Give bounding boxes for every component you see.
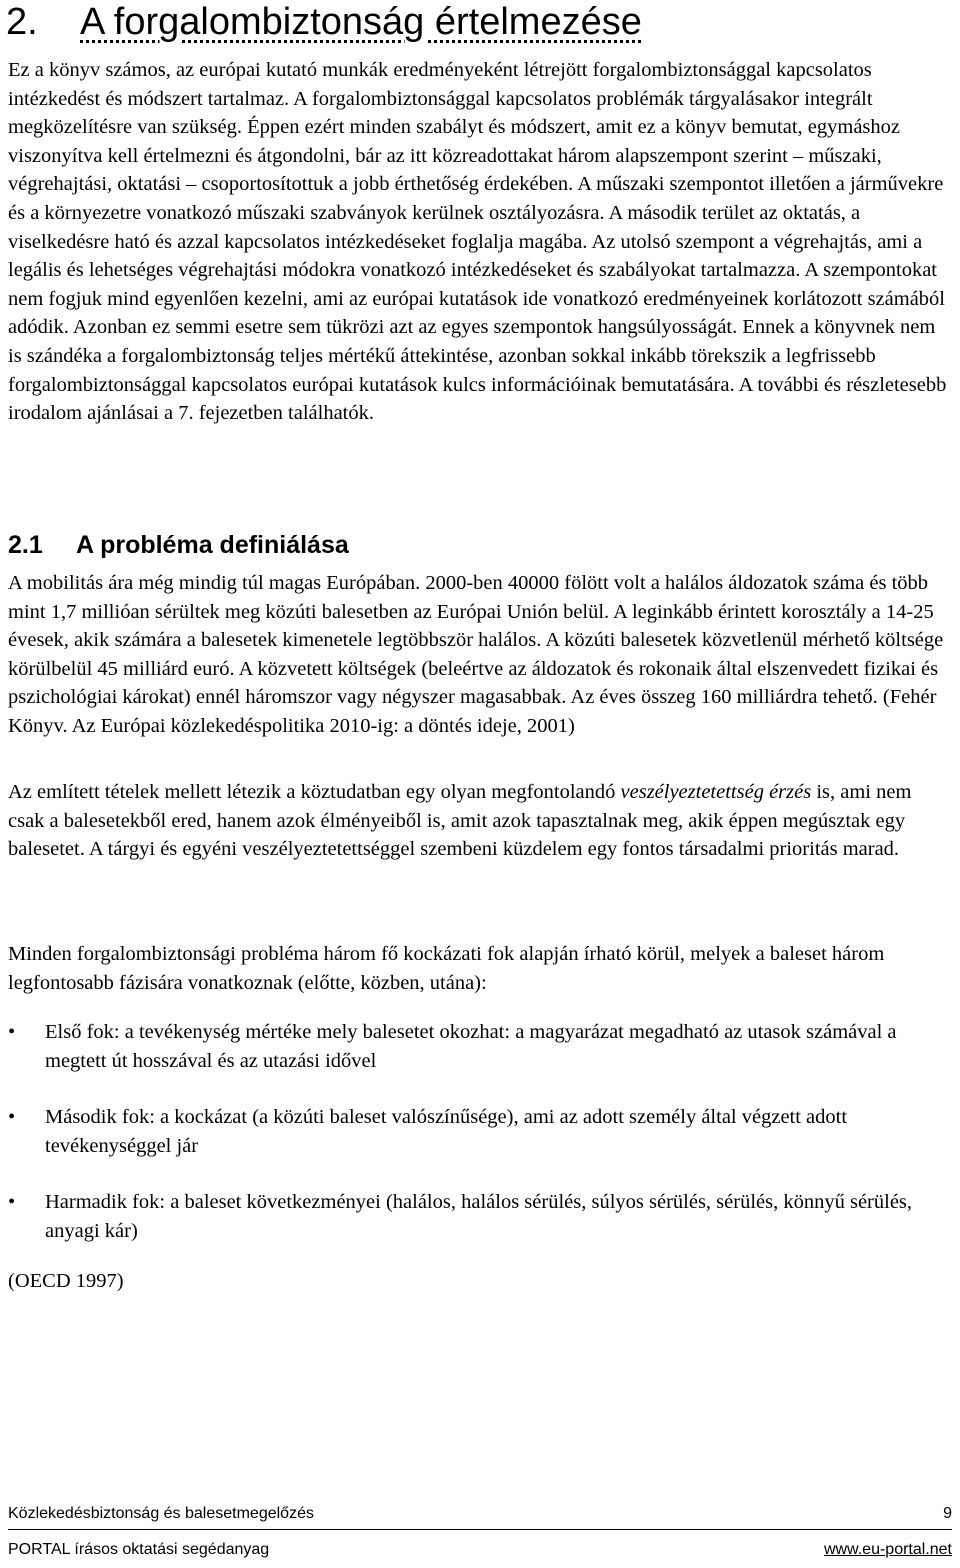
bullet-icon: • [8, 1021, 16, 1043]
section-title: A probléma definiálása [76, 531, 349, 559]
footer-document-title: Közlekedésbiztonság és balesetmegelőzés [8, 1505, 314, 1522]
risk-feeling-emphasis: veszélyeztetettség érzés [620, 781, 812, 803]
risk-levels-intro: Minden forgalombiztonsági probléma három fő kockázati fok alapján írható körül, melyek a baleset három legfontosabb fázisára vonatkoznak (előtte, közben, utána): [8, 943, 885, 994]
bullet-icon: • [8, 1106, 16, 1129]
footer-line-2 [8, 1539, 952, 1561]
list-item-text: Első fok: a tevékenység mértéke mely balesetet okozhat: a magyarázat megadható az utasok számával a megtett út hosszával és az utazási idővel [45, 1021, 897, 1072]
chapter-number: 2. [6, 1, 38, 43]
section-number: 2.1 [8, 531, 43, 559]
chapter-title: A forgalombiztonság értelmezése [80, 1, 642, 43]
problem-paragraph: A mobilitás ára még mindig túl magas Európában. 2000-ben 40000 fölött volt a halálos áldozatok száma és több mint 1,7 millióan sérültek meg közúti balesetben az Európai Unión belül. A leginkább érintett korosztály a 14-25 évesek, akik számára a balesetek kimenetele legtöbbször halálos. A közúti balesetek közvetlenül mérhető költsége körülbelül 45 milliárd euró. A közvetett költségek (beleértve az áldozatok és rokonaik által elszenvedett fizikai és pszichológiai károkat) ennél háromszor vagy négyszer magasabbak. Az éves összeg 160 milliárdra tehető. (Fehér Könyv. Az Európai közlekedéspolitika 2010-ig: a döntés ideje, 2001) [8, 572, 944, 737]
list-item [8, 1188, 948, 1245]
risk-levels-list [8, 1018, 948, 1274]
chapter-heading [6, 0, 642, 44]
footer-publisher: PORTAL írásos oktatási segédanyag [8, 1541, 270, 1558]
bullet-icon: • [8, 1191, 16, 1214]
section-heading [8, 529, 349, 561]
website-link[interactable]: www.eu-portal.net [823, 1541, 952, 1558]
list-item [8, 1018, 948, 1075]
page-number: 9 [943, 1505, 952, 1522]
footer-line-1 [8, 1503, 952, 1530]
risk-feeling-paragraph [8, 778, 948, 864]
source-citation: (OECD 1997) [8, 1270, 124, 1292]
list-item [8, 1103, 948, 1160]
list-item-text: Második fok: a kockázat (a közúti baleset valószínűsége), ami az adott személy által végzett adott tevékenységgel jár [45, 1106, 848, 1157]
risk-feeling-text-after: is, ami nem csak a balesetekből ered, hanem azok élményeiből is, amit azok tapasztalnak meg, akik éppen megúsztak egy balesetet. A tárgyi és egyéni veszélyeztetettséggel szembeni küzdelem egy fontos társadalmi prioritás marad. [8, 781, 912, 861]
intro-paragraph: Ez a könyv számos, az európai kutató munkák eredményeként létrejött forgalombiztonsággal kapcsolatos intézkedést és módszert tartalmaz. A forgalombiztonsággal kapcsolatos problémák tárgyalásakor integrált megközelítésre van szükség. Éppen ezért minden szabályt és módszert, amit ez a könyv bemutat, egymáshoz viszonyítva kell értelmezni és átgondolni, bár az itt közreadottakat három alapszempont szerint – műszaki, végrehajtási, oktatási – csoportosítottuk a jobb érthetőség érdekében. A műszaki szempontot illetően a járművekre és a környezetre vonatkozó műszaki szabványok kerülnek osztályozásra. A második terület az oktatás, a viselkedésre ható és azzal kapcsolatos intézkedéseket foglalja magába. Az utolsó szempont a végrehajtás, ami a legális és lehetséges végrehajtási módokra vonatkozó intézkedéseket és szabályokat tartalmazza. A szempontokat nem fogjuk mind egyenlően kezelni, ami az európai kutatások ide vonatkozó eredményeinek korlátozott számából adódik. Azonban ez semmi esetre sem tükrözi azt az egyes szempontok hangsúlyosságát. Ennek a könyvnek nem is szándéka a forgalombiztonság teljes mértékű áttekintése, azonban sokkal inkább törekszik a legfrissebb forgalombiztonsággal kapcsolatos európai kutatások kulcs információinak bemutatására. A további és részletesebb irodalom ajánlásai a 7. fejezetben találhatók. [8, 59, 947, 425]
list-item-text: Harmadik fok: a baleset következményei (halálos, halálos sérülés, súlyos sérülés, sérülés, könnyű sérülés, anyagi kár) [45, 1191, 913, 1242]
risk-feeling-text-before: Az említett tételek mellett létezik a köztudatban egy olyan megfontolandó [8, 781, 621, 803]
